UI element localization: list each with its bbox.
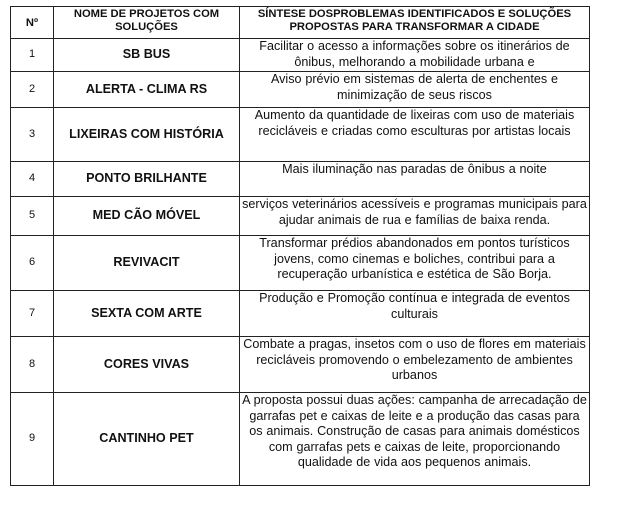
row-number: 6 [11, 236, 54, 291]
row-number: 8 [11, 337, 54, 393]
table-row [11, 236, 590, 291]
table-row [11, 108, 590, 162]
project-summary: Transformar prédios abandonados em pontos turísticos jovens, como cinemas e boliches, contribui para a recuperação urbanística e estética de São Borja. [240, 236, 590, 291]
table-header-row [11, 7, 590, 39]
project-summary: serviços veterinários acessíveis e programas municipais para ajudar animais de rua e famílias de baixa renda. [240, 197, 590, 236]
row-number: 2 [11, 72, 54, 108]
table-row [11, 39, 590, 72]
row-number: 9 [11, 393, 54, 486]
project-name: SB BUS [54, 39, 240, 72]
header-summary: SÍNTESE DOSPROBLEMAS IDENTIFICADOS E SOLUÇÕES PROPOSTAS PARA TRANSFORMAR A CIDADE [240, 7, 590, 39]
project-name: PONTO BRILHANTE [54, 162, 240, 197]
project-summary: Mais iluminação nas paradas de ônibus a noite [240, 162, 590, 197]
header-project-name: NOME DE PROJETOS COM SOLUÇÕES [54, 7, 240, 39]
project-name: ALERTA - CLIMA RS [54, 72, 240, 108]
table-row [11, 197, 590, 236]
project-summary: A proposta possui duas ações: campanha de arrecadação de garrafas pet e caixas de leite e a produção das casas para os animais. Construção de casas para animais domésticos com garrafas pets e caixas de leite, proporcionando qualidade de vida aos pequenos animais. [240, 393, 590, 486]
table-row [11, 162, 590, 197]
table-row [11, 291, 590, 337]
project-name: CORES VIVAS [54, 337, 240, 393]
row-number: 5 [11, 197, 54, 236]
project-name: CANTINHO PET [54, 393, 240, 486]
row-number: 3 [11, 108, 54, 162]
row-number: 4 [11, 162, 54, 197]
project-name: LIXEIRAS COM HISTÓRIA [54, 108, 240, 162]
table-row [11, 72, 590, 108]
project-name: MED CÃO MÓVEL [54, 197, 240, 236]
row-number: 7 [11, 291, 54, 337]
project-name: SEXTA COM ARTE [54, 291, 240, 337]
table-row [11, 393, 590, 486]
row-number: 1 [11, 39, 54, 72]
project-summary: Aviso prévio em sistemas de alerta de enchentes e minimização de seus riscos [240, 72, 590, 108]
table-row [11, 337, 590, 393]
project-name: REVIVACIT [54, 236, 240, 291]
project-summary: Aumento da quantidade de lixeiras com uso de materiais recicláveis e criadas como esculturas por artistas locais [240, 108, 590, 162]
header-number: Nº [11, 7, 54, 39]
project-summary: Produção e Promoção contínua e integrada de eventos culturais [240, 291, 590, 337]
project-summary: Combate a pragas, insetos com o uso de flores em materiais recicláveis promovendo o embelezamento de ambientes urbanos [240, 337, 590, 393]
projects-table [10, 6, 590, 486]
project-summary: Facilitar o acesso a informações sobre os itinerários de ônibus, melhorando a mobilidade urbana e [240, 39, 590, 72]
